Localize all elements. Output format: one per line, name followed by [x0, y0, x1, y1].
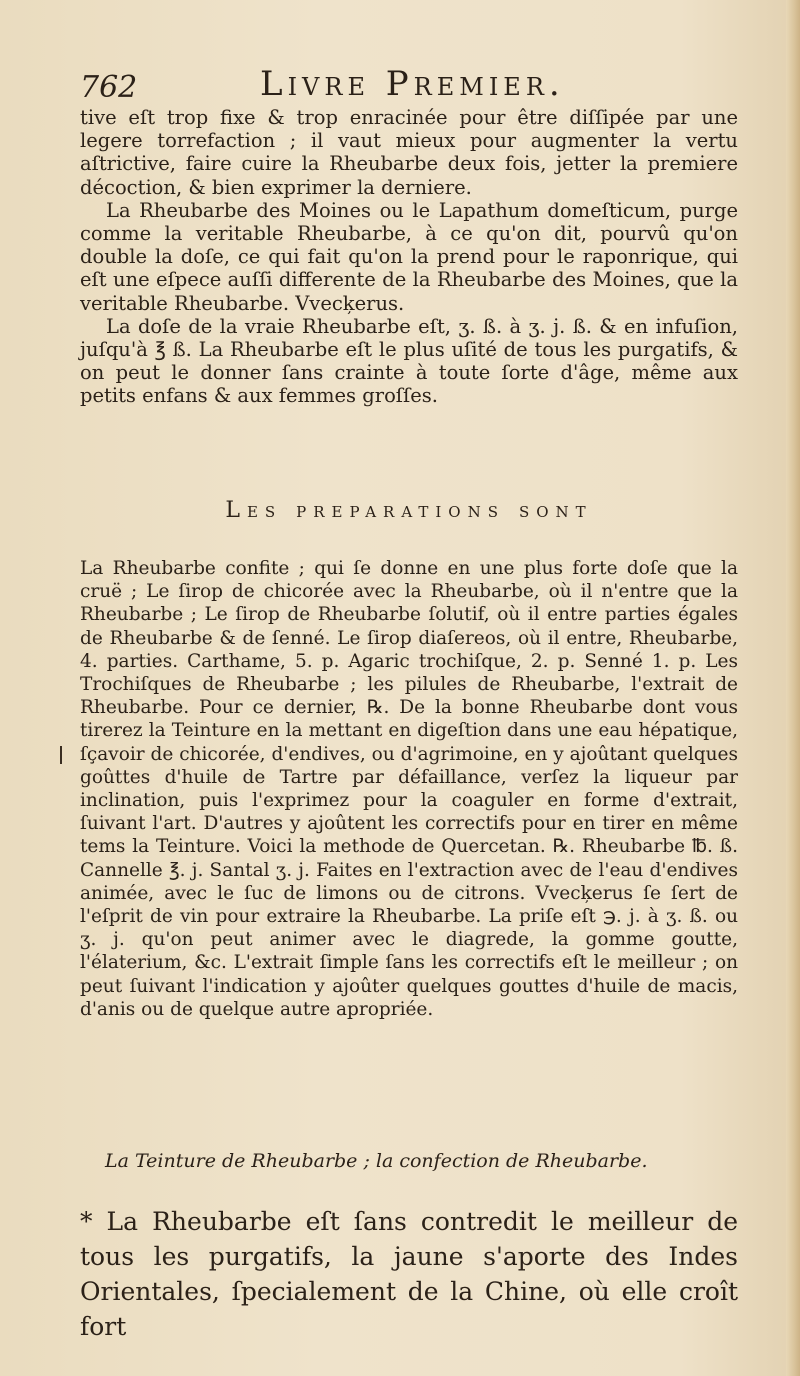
- page-edge-shadow: [786, 0, 800, 1376]
- section-heading: Les preparations sont: [225, 498, 593, 523]
- margin-mark: [60, 746, 62, 764]
- body-text-top: [80, 106, 738, 408]
- body-text-preparations: [80, 557, 738, 1021]
- paragraph-continuation: tive eſt trop fixe & trop enracinée pour être diſſipée par une legere torrefaction ; il vaut mieux pour augmenter la vertu aſtrictive, faire cuire la Rheubarbe deux fois, jetter la premiere décoction, & bien exprimer la derniere.: [80, 106, 738, 199]
- paragraph-rheubarbe-moines: La Rheubarbe des Moines ou le Lapathum domeſticum, purge comme la veritable Rheubarbe, à ce qu'on dit, pourvû qu'on double la doſe, ce qui fait qu'on la prend pour le raponrique, qui eſt une eſpece auſſi differente de la Rheubarbe des Moines, que la veritable Rheubarbe. Vvecķerus.: [80, 198, 738, 315]
- closing-line: La Teinture de Rheubarbe ; la confection de Rheubarbe.: [105, 1150, 648, 1172]
- running-head: Livre Premier.: [260, 64, 565, 104]
- page-number: 762: [80, 70, 138, 105]
- footnote: * La Rheubarbe eſt ſans contredit le meilleur de tous les purgatifs, la jaune s'aporte des Indes Orientales, ſpecialement de la Chine, où elle croît fort: [80, 1207, 738, 1341]
- paragraph-dose: La doſe de la vraie Rheubarbe eſt, ʒ. ß. à ʒ. j. ß. & en infuſion, juſqu'à ℥ ß. La Rheubarbe eſt le plus uſité de tous les purgatifs, & on peut le donner ſans crainte à toute ſorte d'âge, même aux petits enfans & aux femmes groſſes.: [80, 314, 738, 408]
- paragraph-preparations: La Rheubarbe confite ; qui ſe donne en une plus forte doſe que la cruë ; Le ſirop de chicorée avec la Rheubarbe, où il n'entre que la Rheubarbe ; Le ſirop de Rheubarbe ſolutif, où il entre parties égales de Rheubarbe & de ſenné. Le ſirop diaſereos, où il entre, Rheubarbe, 4. parties. Carthame, 5. p. Agaric trochiſque, 2. p. Senné 1. p. Les Trochiſques de Rheubarbe ; les pilules de Rheubarbe, l'extrait de Rheubarbe. Pour ce dernier, ℞. De la bonne Rheubarbe dont vous tirerez la Teinture en la mettant en digeſtion dans une eau hépatique, ſçavoir de chicorée, d'endives, ou d'agrimoine, en y ajoûtant quelques goûttes d'huile de Tartre par défaillance, verſez la liqueur par inclination, puis l'exprimez pour la coaguler en forme d'extrait, ſuivant l'art. D'autres y ajoûtent les correctifs pour en tirer en même tems la Teinture. Voici la methode de Quercetan. ℞. Rheubarbe ℔. ß. Cannelle ℥. j. Santal ʒ. j. Faites en l'extraction avec de l'eau d'endives animée, avec le ſuc de limons ou de citrons. Vvecķerus ſe ſert de l'eſprit de vin pour extraire la Rheubarbe. La priſe eſt ℈. j. à ʒ. ß. ou ʒ. j. qu'on peut animer avec le diagrede, la gomme goutte, l'élaterium, &c. L'extrait ſimple ſans les correctifs eſt le meilleur ; on peut ſuivant l'indication y ajoûter quelques gouttes d'huile de macis, d'anis ou de quelque autre apropriée.: [80, 558, 738, 1020]
- page-header: [80, 62, 760, 108]
